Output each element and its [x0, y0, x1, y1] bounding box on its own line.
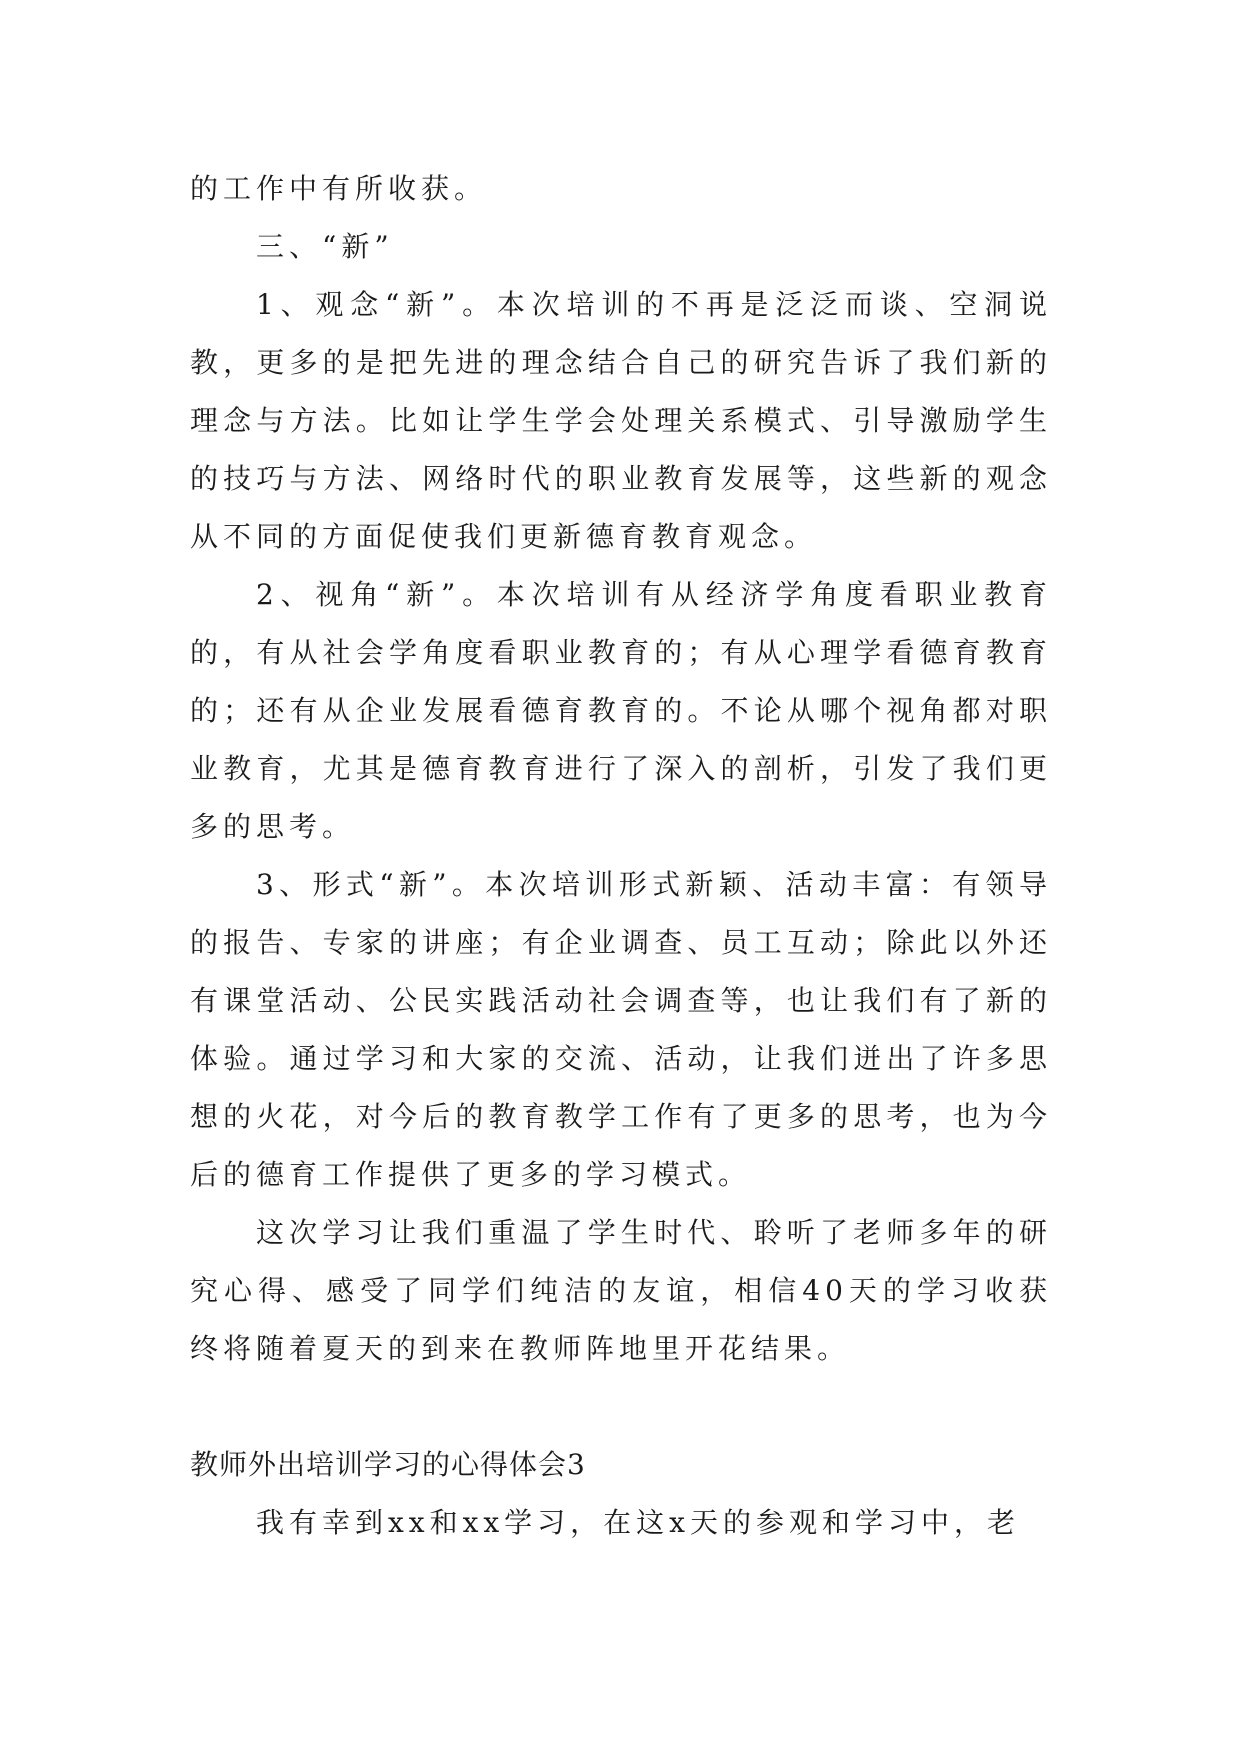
paragraph-perspective-new: 2、视角“新”。本次培训有从经济学角度看职业教育的，有从社会学角度看职业教育的；有从心理学看德育教育的；还有从企业发展看德育教育的。不论从哪个视角都对职业教育，尤其是德育教育进行了深入的剖析，引发了我们更多的思考。 [190, 578, 1052, 843]
paragraph-concept-new: 1、观念“新”。本次培训的不再是泛泛而谈、空洞说教，更多的是把先进的理念结合自己的研究告诉了我们新的理念与方法。比如让学生学会处理关系模式、引导激励学生的技巧与方法、网络时代的职业教育发展等，这些新的观念从不同的方面促使我们更新德育教育观念。 [190, 288, 1052, 553]
document-body [190, 160, 1052, 1552]
section-title: 教师外出培训学习的心得体会3 [190, 1448, 586, 1481]
section-spacer [190, 1378, 1052, 1436]
paragraph-continuation: 的工作中有所收获。 [190, 172, 488, 205]
paragraph-section-start: 我有幸到xx和xx学习，在这x天的参观和学习中，老 [256, 1506, 1020, 1539]
section-heading-new: 三、“新” [256, 230, 394, 263]
paragraph-format-new: 3、形式“新”。本次培训形式新颖、活动丰富：有领导的报告、专家的讲座；有企业调查、员工互动；除此以外还有课堂活动、公民实践活动社会调查等，也让我们有了新的体验。通过学习和大家的交流、活动，让我们迸出了许多思想的火花，对今后的教育教学工作有了更多的思考，也为今后的德育工作提供了更多的学习模式。 [190, 868, 1052, 1191]
paragraph-conclusion: 这次学习让我们重温了学生时代、聆听了老师多年的研究心得、感受了同学们纯洁的友谊，相信40天的学习收获终将随着夏天的到来在教师阵地里开花结果。 [190, 1216, 1052, 1365]
